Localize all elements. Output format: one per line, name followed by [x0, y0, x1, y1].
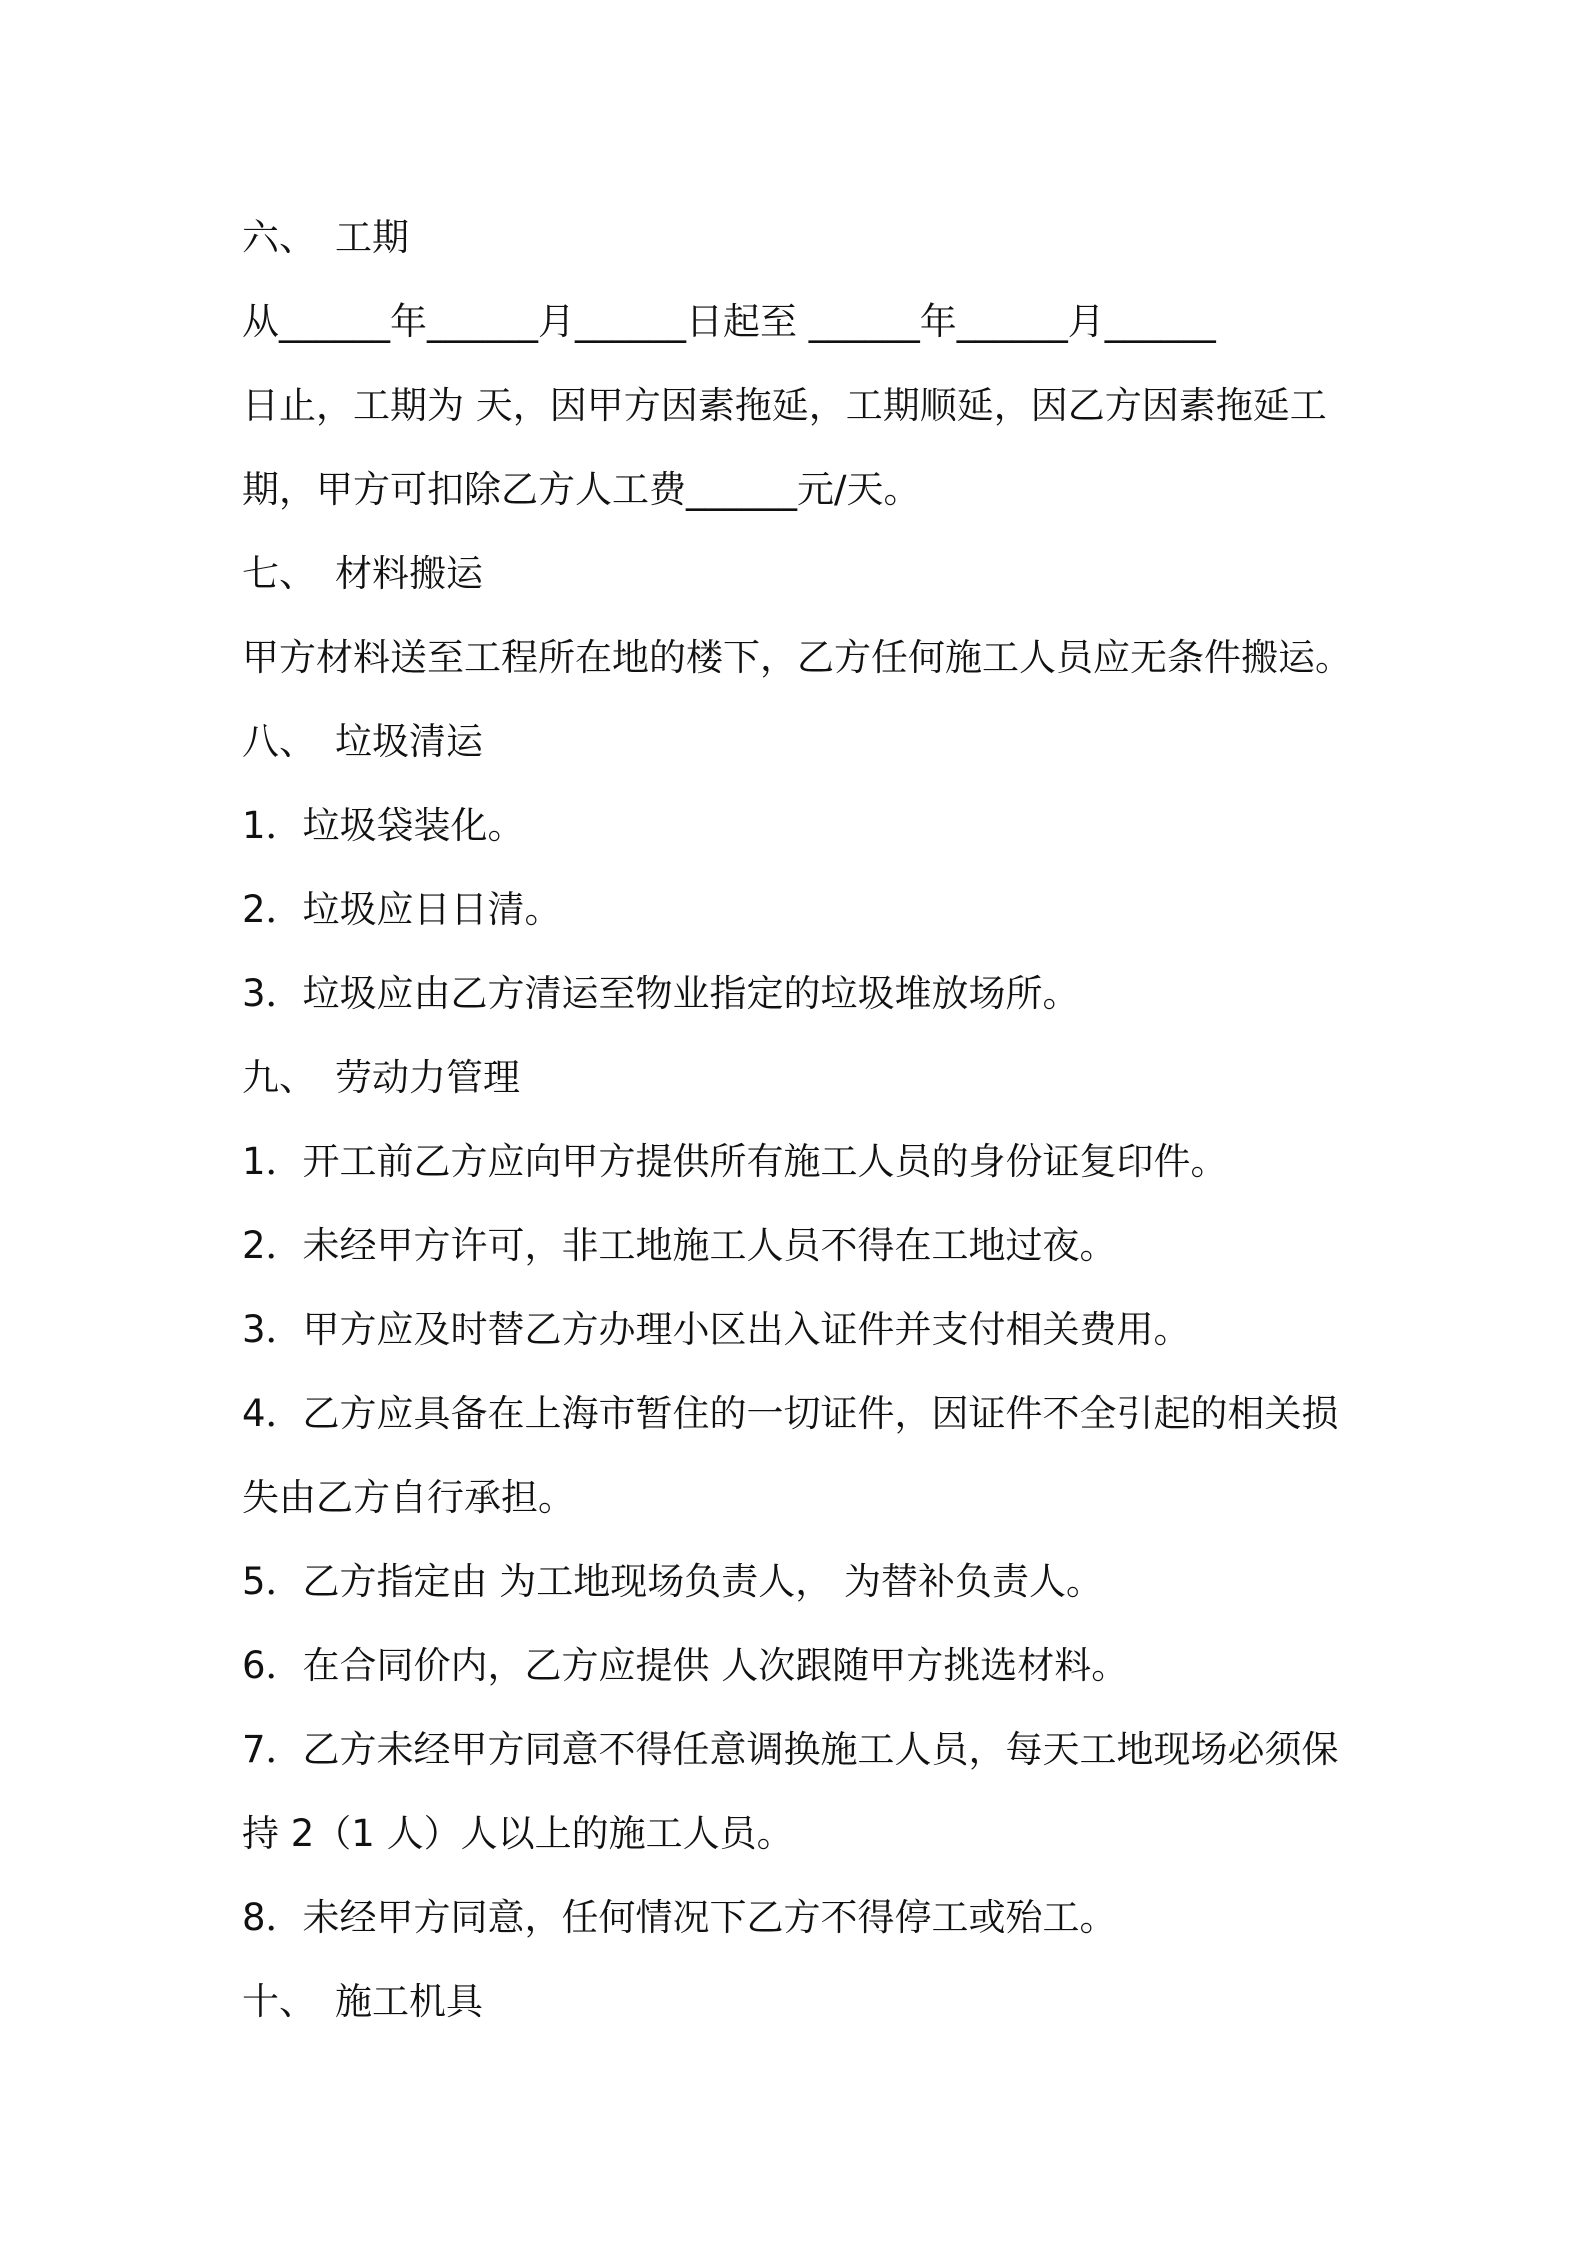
paragraph-line: 从______年______月______日起至 ______年______月______ — [242, 300, 1216, 343]
section-number: 八、 — [242, 720, 316, 763]
section-heading-6 — [242, 196, 1352, 280]
list-item-continuation: 失由乙方自行承担。 — [242, 1476, 575, 1519]
section-title: 垃圾清运 — [335, 720, 483, 763]
list-item: 7．乙方未经甲方同意不得任意调换施工人员，每天工地现场必须保 — [242, 1728, 1339, 1771]
section-title: 工期 — [335, 216, 409, 259]
list-item-continuation: 持 2（1 人）人以上的施工人员。 — [242, 1812, 794, 1855]
list-item: 2．垃圾应日日清。 — [242, 888, 562, 931]
list-item: 4．乙方应具备在上海市暂住的一切证件，因证件不全引起的相关损 — [242, 1392, 1339, 1435]
section-number: 十、 — [242, 1980, 316, 2023]
section-number: 六、 — [242, 216, 316, 259]
list-item: 3．甲方应及时替乙方办理小区出入证件并支付相关费用。 — [242, 1308, 1191, 1351]
section-heading-8 — [242, 700, 1352, 784]
paragraph-line: 甲方材料送至工程所在地的楼下，乙方任何施工人员应无条件搬运。 — [242, 636, 1352, 679]
list-item: 1．开工前乙方应向甲方提供所有施工人员的身份证复印件。 — [242, 1140, 1228, 1183]
section-number: 九、 — [242, 1056, 316, 1099]
section-title: 施工机具 — [335, 1980, 483, 2023]
section-heading-10 — [242, 1960, 1352, 2044]
list-item: 1．垃圾袋装化。 — [242, 804, 525, 847]
list-item: 2．未经甲方许可，非工地施工人员不得在工地过夜。 — [242, 1224, 1117, 1267]
section-heading-7 — [242, 532, 1352, 616]
document-body — [242, 196, 1352, 2044]
list-item: 8．未经甲方同意，任何情况下乙方不得停工或殆工。 — [242, 1896, 1117, 1939]
list-item: 5．乙方指定由 为工地现场负责人， 为替补负责人。 — [242, 1560, 1104, 1603]
list-item: 6．在合同价内，乙方应提供 人次跟随甲方挑选材料。 — [242, 1644, 1129, 1687]
section-heading-9 — [242, 1036, 1352, 1120]
section-title: 劳动力管理 — [335, 1056, 520, 1099]
paragraph-line: 期，甲方可扣除乙方人工费______元/天。 — [242, 468, 921, 511]
section-title: 材料搬运 — [335, 552, 483, 595]
list-item: 3．垃圾应由乙方清运至物业指定的垃圾堆放场所。 — [242, 972, 1080, 1015]
section-number: 七、 — [242, 552, 316, 595]
paragraph-line: 日止，工期为 天，因甲方因素拖延，工期顺延，因乙方因素拖延工 — [242, 384, 1327, 427]
